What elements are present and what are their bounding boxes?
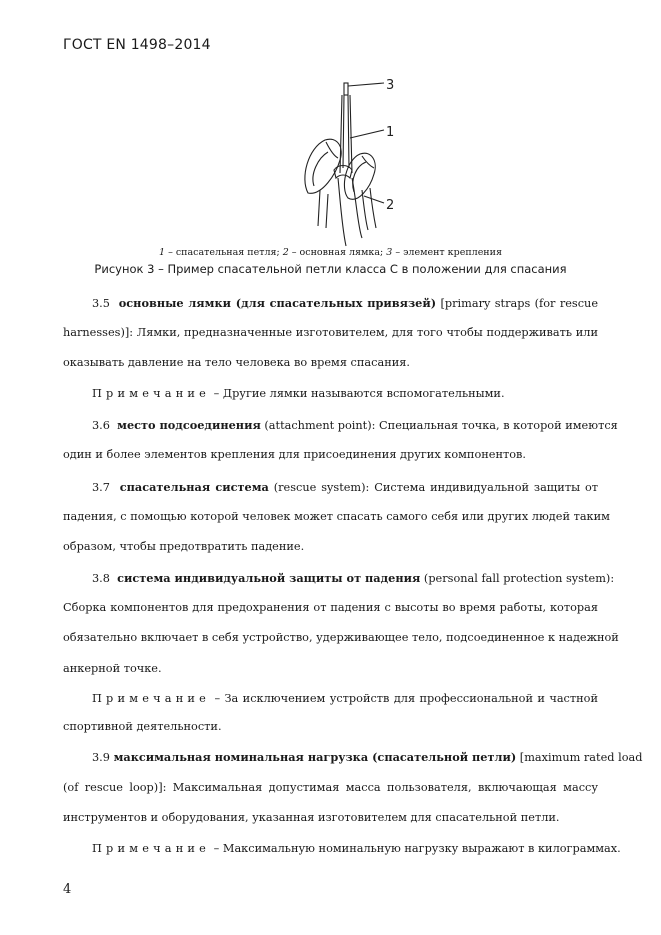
section-3-6-line-1: 3.6 место подсоединения (attachment point): Специальная точка, в которой имеются <box>92 418 618 432</box>
callout-leader-3 <box>348 83 384 86</box>
section-3-8-line-2: Сборка компонентов для предохранения от падения с высоты во время работы, которая <box>63 601 598 614</box>
note-2-line-1: Примечание – За исключением устройств для профессиональной и частной <box>92 692 598 705</box>
callout-leader-2 <box>364 196 384 203</box>
callout-1: 1 <box>386 125 395 140</box>
callout-2: 2 <box>386 198 395 213</box>
main-strap-shape <box>340 95 352 173</box>
rescue-loop-figure <box>290 78 400 250</box>
section-3-5-line-2: harnesses)]: Лямки, предназначенные изготовителем, для того чтобы поддерживать или <box>63 326 598 339</box>
figure-legend: 1 – спасательная петля; 2 – основная лямка; 3 – элемент крепления <box>159 247 502 258</box>
attachment-element-shape <box>344 83 348 95</box>
section-3-8-line-3: обязательно включает в себя устройство, удерживающее тело, подсоединенное к надежной <box>63 631 619 644</box>
section-3-6-line-2: один и более элементов крепления для присоединения других компонентов. <box>63 448 527 461</box>
note-1: Примечание – Другие лямки называются вспомогательными. <box>92 387 505 400</box>
section-3-9-line-3: инструментов и оборудования, указанная изготовителем для спасательной петли. <box>63 811 560 824</box>
section-3-5-line-3: оказывать давление на тело человека во время спасания. <box>63 356 410 369</box>
note-2-line-2: спортивной деятельности. <box>63 720 222 733</box>
section-3-7-line-1: 3.7 спасательная система (rescue system): Система индивидуальной защиты от <box>92 480 599 494</box>
section-3-9-line-1: 3.9 максимальная номинальная нагрузка (спасательной петли) [maximum rated load <box>92 750 643 764</box>
note-3: Примечание – Максимальную номинальную нагрузку выражают в килограммах. <box>92 842 621 855</box>
callout-3: 3 <box>386 78 395 93</box>
page-number: 4 <box>63 882 72 897</box>
section-3-8-line-1: 3.8 система индивидуальной защиты от падения (personal fall protection system): <box>92 571 615 585</box>
callout-leader-1 <box>350 130 384 138</box>
figure-caption: Рисунок 3 – Пример спасательной петли класса С в положении для спасания <box>94 262 567 276</box>
section-3-7-line-2: падения, с помощью которой человек может спасать самого себя или других людей таким <box>63 510 610 523</box>
document-header: ГОСТ EN 1498–2014 <box>63 37 211 53</box>
section-3-5-line-1: 3.5 основные лямки (для спасательных привязей) [primary straps (for rescue <box>92 296 599 310</box>
rescue-loop-drawing <box>290 78 400 250</box>
section-3-9-line-2: (of rescue loop)]: Максимальная допустимая масса пользователя, включающая массу <box>63 781 598 794</box>
section-3-7-line-3: образом, чтобы предотвратить падение. <box>63 540 305 553</box>
rescue-loop-left-shape <box>305 139 341 193</box>
section-3-8-line-4: анкерной точке. <box>63 662 162 675</box>
